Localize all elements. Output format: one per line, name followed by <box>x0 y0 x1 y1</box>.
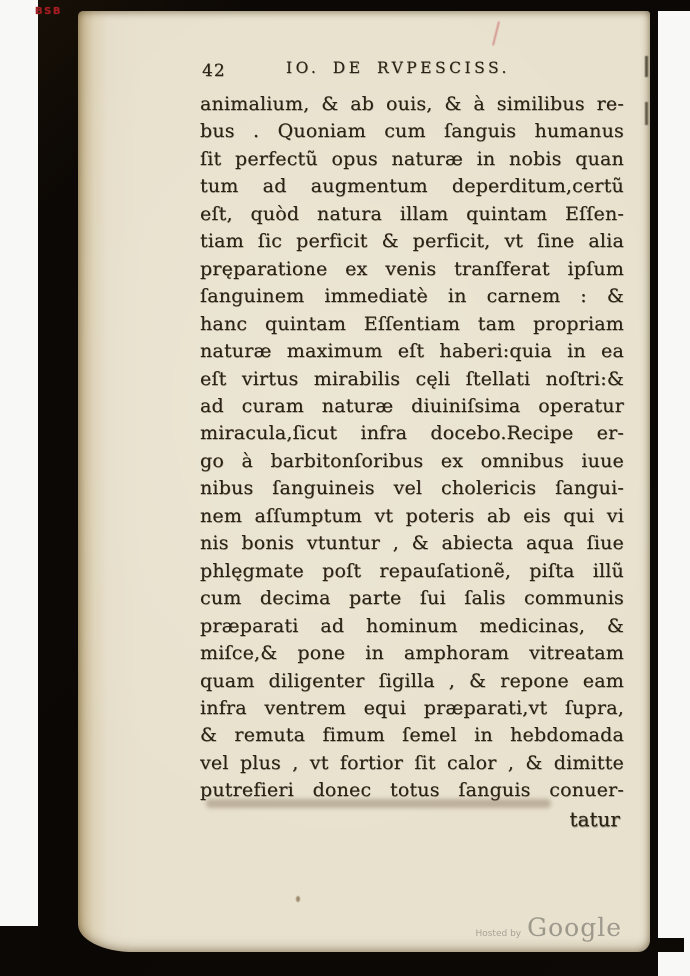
text-line: eſt virtus mirabilis cęli ſtellati noſtri:& <box>200 367 624 390</box>
text-line: miracula,ſicut infra docebo.Recipe er- <box>200 422 624 445</box>
text-line: phlęgmate poſt repauſationẽ, piſta illũ <box>200 559 624 582</box>
text-line: quam diligenter ſigilla , & repone eam <box>200 669 624 692</box>
text-line: putrefieri donec totus ſanguis conuer- <box>200 779 624 802</box>
scanner-backdrop-top-right <box>658 0 690 11</box>
bsb-library-stamp: BSB <box>35 6 62 17</box>
text-line: cum decima parte ſui ſalis communis <box>200 587 624 610</box>
text-line: ſanguinem immediatè in carnem : & <box>200 285 624 308</box>
text-line: præparati ad hominum medicinas, & <box>200 614 624 637</box>
text-line: naturæ maximum eſt haberi:quia in ea <box>200 340 624 363</box>
red-ink-mark <box>492 21 500 46</box>
text-line: miſce,& pone in amphoram vitreatam <box>200 642 624 665</box>
scanner-backdrop-bottom-left <box>0 926 40 976</box>
text-line: infra ventrem equi præparati,vt ſupra, <box>200 696 624 719</box>
text-line: bus . Quoniam cum ſanguis humanus <box>200 120 624 143</box>
book-page <box>78 11 650 952</box>
text-line: eſt, quòd natura illam quintam Eſſen- <box>200 202 624 225</box>
google-logo: Google <box>527 913 622 942</box>
text-line: tiam ſic perficit & perficit, vt ſine alia <box>200 230 624 253</box>
scanner-backdrop-bottom-right <box>650 938 684 952</box>
text-line: nibus ſanguineis vel cholericis ſangui- <box>200 477 624 500</box>
google-watermark <box>475 913 622 942</box>
page-edge-ink-mark <box>645 56 648 77</box>
body-text <box>200 91 624 805</box>
text-line: nis bonis vtuntur , & abiecta aqua ſiue <box>200 532 624 555</box>
page-edge-ink-mark <box>645 102 648 125</box>
text-line: ſit perfectũ opus naturæ in nobis quan <box>200 147 624 170</box>
page-number: 42 <box>202 61 226 81</box>
text-line: animalium, & ab ouis, & à similibus re- <box>200 93 624 115</box>
text-line: tum ad augmentum deperditum,certũ <box>200 175 624 198</box>
paper-speck <box>296 896 300 902</box>
running-header-row <box>200 58 624 82</box>
text-block <box>200 58 624 833</box>
catchword: tatur <box>569 806 620 831</box>
hosted-by-label: Hosted by <box>475 929 522 939</box>
text-line: vel plus , vt fortior ſit calor , & dimitte <box>200 751 624 774</box>
text-line: pręparatione ex venis tranſferat ipſum <box>200 257 624 280</box>
text-line: ad curam naturæ diuiniſsima operatur <box>200 394 624 417</box>
text-line: nem aſſumptum vt poteris ab eis qui vi <box>200 504 624 527</box>
text-line: & remuta fimum ſemel in hebdomada <box>200 724 624 747</box>
text-line: hanc quintam Eſſentiam tam propriam <box>200 312 624 335</box>
running-header: IO. DE RVPESCISS. <box>286 59 510 77</box>
text-line: go à barbitonſoribus ex omnibus iuue <box>200 449 624 472</box>
